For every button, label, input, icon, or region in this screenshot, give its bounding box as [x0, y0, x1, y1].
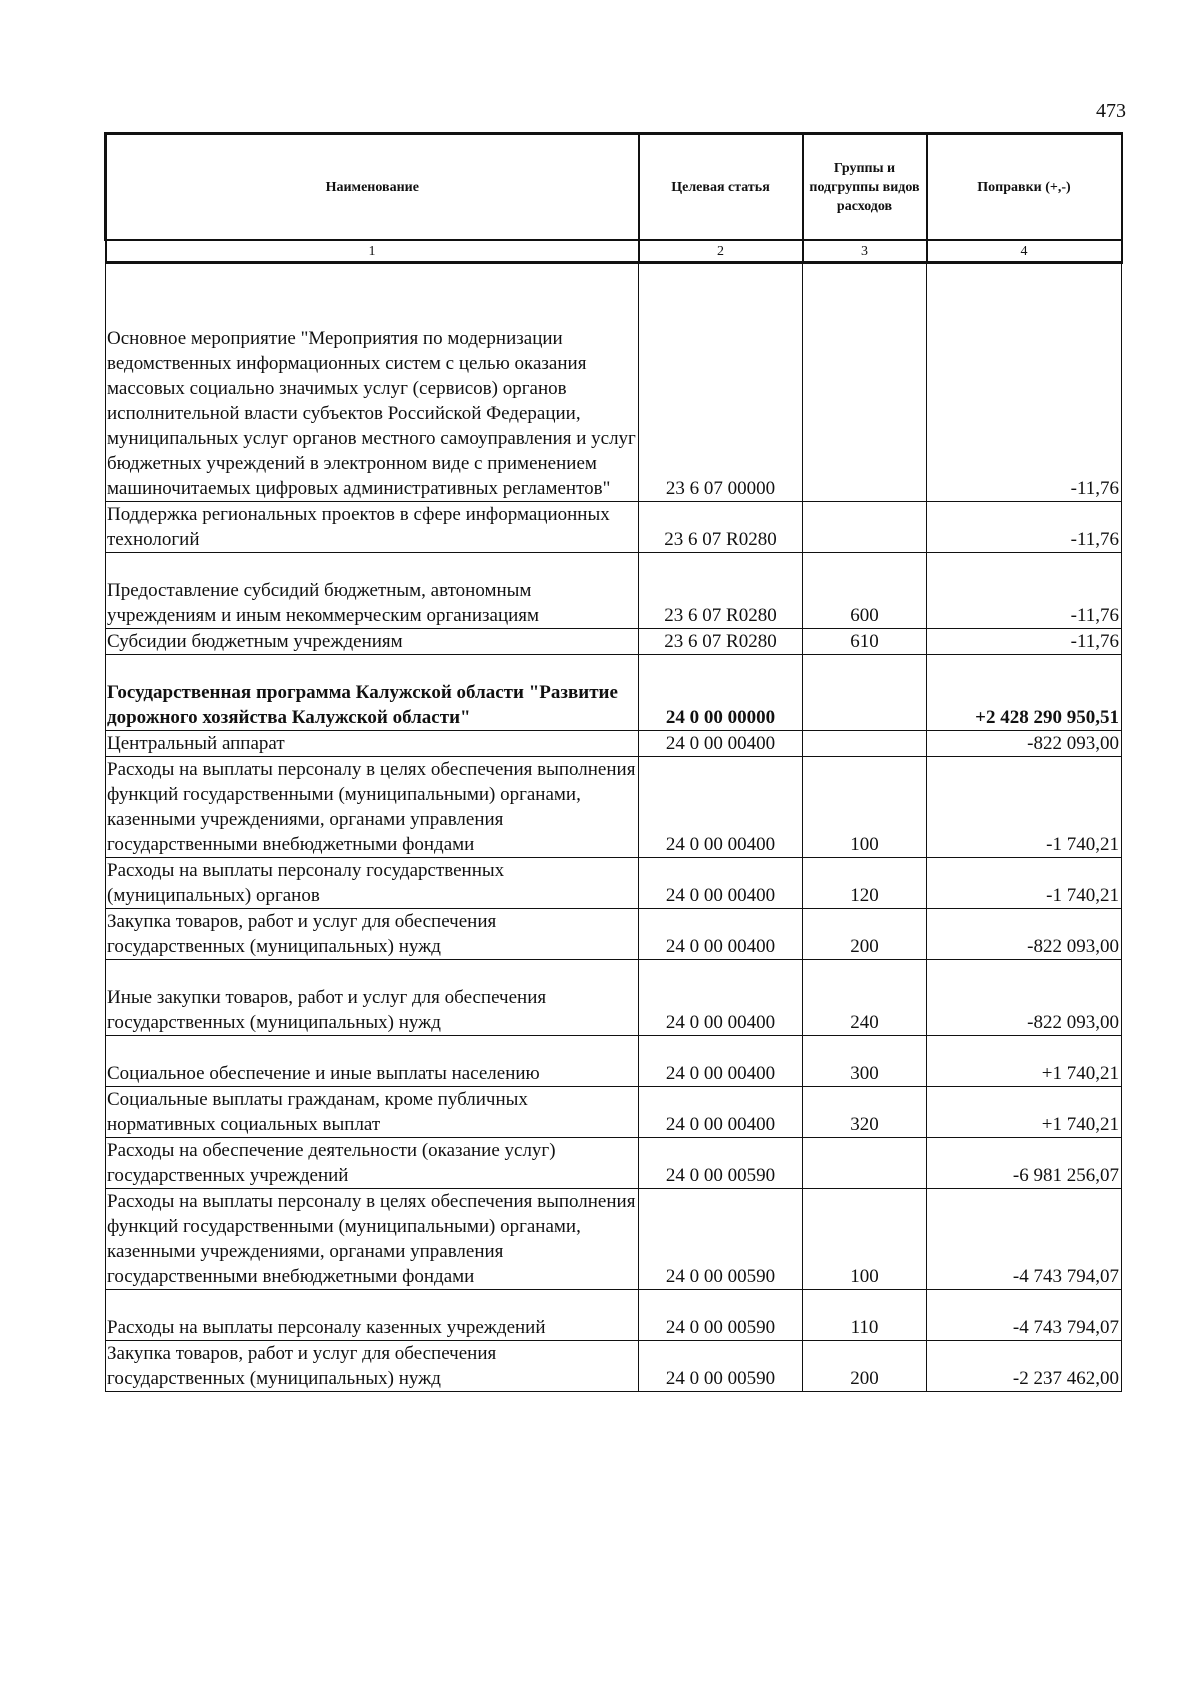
row-name: Иные закупки товаров, работ и услуг для обеспечения государственных (муниципальных) нужд: [106, 960, 639, 1036]
row-amendment-amount: -11,76: [927, 502, 1122, 553]
row-amendment-amount: -6 981 256,07: [927, 1138, 1122, 1189]
row-expense-group: [803, 502, 927, 553]
table-row: [106, 960, 1122, 1036]
row-name: Основное мероприятие "Мероприятия по модернизации ведомственных информационных систем с целью оказания массовых социально значимых услуг (сервисов) органов исполнительной власти субъектов Российской Федерации, муниципальных услуг органов местного самоуправления и услуг бюджетных учреждений в электронном виде с применением машиночитаемых цифровых административных регламентов": [106, 263, 639, 502]
row-name: Социальные выплаты гражданам, кроме публичных нормативных социальных выплат: [106, 1087, 639, 1138]
row-amendment-amount: +1 740,21: [927, 1087, 1122, 1138]
column-number: 4: [927, 240, 1122, 263]
row-expense-group: [803, 731, 927, 757]
table-row: [106, 263, 1122, 502]
row-amendment-amount: -1 740,21: [927, 757, 1122, 858]
row-target-article: 24 0 00 00590: [639, 1341, 803, 1392]
table-row: [106, 757, 1122, 858]
row-expense-group: 300: [803, 1036, 927, 1087]
row-expense-group: 200: [803, 909, 927, 960]
row-expense-group: [803, 655, 927, 731]
table-row: [106, 858, 1122, 909]
row-amendment-amount: +1 740,21: [927, 1036, 1122, 1087]
row-expense-group: 120: [803, 858, 927, 909]
row-target-article: 24 0 00 00590: [639, 1138, 803, 1189]
row-target-article: 24 0 00 00400: [639, 909, 803, 960]
row-target-article: 24 0 00 00400: [639, 858, 803, 909]
header-target-article: Целевая статья: [639, 134, 803, 241]
table-row: [106, 629, 1122, 655]
row-amendment-amount: -1 740,21: [927, 858, 1122, 909]
row-target-article: 24 0 00 00400: [639, 757, 803, 858]
row-name: Поддержка региональных проектов в сфере информационных технологий: [106, 502, 639, 553]
row-name: Расходы на выплаты персоналу в целях обеспечения выполнения функций государственными (муниципальными) органами, казенными учреждениями, органами управления государственными внебюджетными фондами: [106, 1189, 639, 1290]
row-name: Расходы на обеспечение деятельности (оказание услуг) государственных учреждений: [106, 1138, 639, 1189]
row-expense-group: 600: [803, 553, 927, 629]
row-expense-group: [803, 1138, 927, 1189]
row-name: Закупка товаров, работ и услуг для обеспечения государственных (муниципальных) нужд: [106, 909, 639, 960]
page-number: 473: [1096, 100, 1126, 122]
table-row: [106, 502, 1122, 553]
row-expense-group: 100: [803, 757, 927, 858]
row-target-article: 24 0 00 00590: [639, 1290, 803, 1341]
row-target-article: 24 0 00 00400: [639, 1087, 803, 1138]
table-row: [106, 1189, 1122, 1290]
row-expense-group: 610: [803, 629, 927, 655]
row-amendment-amount: -822 093,00: [927, 909, 1122, 960]
header-amendments: Поправки (+,-): [927, 134, 1122, 241]
column-number: 2: [639, 240, 803, 263]
row-target-article: 24 0 00 00400: [639, 960, 803, 1036]
row-amendment-amount: -822 093,00: [927, 960, 1122, 1036]
row-target-article: 23 6 07 R0280: [639, 553, 803, 629]
row-amendment-amount: -2 237 462,00: [927, 1341, 1122, 1392]
row-name: Расходы на выплаты персоналу государственных (муниципальных) органов: [106, 858, 639, 909]
row-amendment-amount: -4 743 794,07: [927, 1290, 1122, 1341]
header-expense-groups: Группы и подгруппы видов расходов: [803, 134, 927, 241]
row-expense-group: 200: [803, 1341, 927, 1392]
row-expense-group: 320: [803, 1087, 927, 1138]
row-expense-group: 110: [803, 1290, 927, 1341]
row-target-article: 24 0 00 00400: [639, 731, 803, 757]
table-row: [106, 1087, 1122, 1138]
row-amendment-amount: -11,76: [927, 553, 1122, 629]
table-body: [106, 263, 1122, 1392]
budget-table: [104, 132, 1123, 1392]
row-expense-group: 100: [803, 1189, 927, 1290]
table-row: [106, 1138, 1122, 1189]
row-target-article: 23 6 07 00000: [639, 263, 803, 502]
table-row: [106, 655, 1122, 731]
table-row: [106, 1341, 1122, 1392]
row-name: Расходы на выплаты персоналу казенных учреждений: [106, 1290, 639, 1341]
row-target-article: 23 6 07 R0280: [639, 502, 803, 553]
table-row: [106, 1036, 1122, 1087]
header-name: Наименование: [106, 134, 639, 241]
row-expense-group: 240: [803, 960, 927, 1036]
table-row: [106, 909, 1122, 960]
row-name: Расходы на выплаты персоналу в целях обеспечения выполнения функций государственными (муниципальными) органами, казенными учреждениями, органами управления государственными внебюджетными фондами: [106, 757, 639, 858]
row-amendment-amount: -11,76: [927, 263, 1122, 502]
column-number: 1: [106, 240, 639, 263]
table-row: [106, 1290, 1122, 1341]
row-expense-group: [803, 263, 927, 502]
row-amendment-amount: -11,76: [927, 629, 1122, 655]
column-number: 3: [803, 240, 927, 263]
row-name: Центральный аппарат: [106, 731, 639, 757]
row-amendment-amount: -822 093,00: [927, 731, 1122, 757]
row-target-article: 24 0 00 00590: [639, 1189, 803, 1290]
table-row: [106, 731, 1122, 757]
column-numbers-row: [106, 240, 1122, 263]
row-target-article: 24 0 00 00400: [639, 1036, 803, 1087]
row-name: Закупка товаров, работ и услуг для обеспечения государственных (муниципальных) нужд: [106, 1341, 639, 1392]
row-name: Предоставление субсидий бюджетным, автономным учреждениям и иным некоммерческим организациям: [106, 553, 639, 629]
table-row: [106, 553, 1122, 629]
row-name: Государственная программа Калужской области "Развитие дорожного хозяйства Калужской области": [106, 655, 639, 731]
row-amendment-amount: -4 743 794,07: [927, 1189, 1122, 1290]
row-target-article: 24 0 00 00000: [639, 655, 803, 731]
row-target-article: 23 6 07 R0280: [639, 629, 803, 655]
header-row: [106, 134, 1122, 241]
row-amendment-amount: +2 428 290 950,51: [927, 655, 1122, 731]
row-name: Субсидии бюджетным учреждениям: [106, 629, 639, 655]
row-name: Социальное обеспечение и иные выплаты населению: [106, 1036, 639, 1087]
